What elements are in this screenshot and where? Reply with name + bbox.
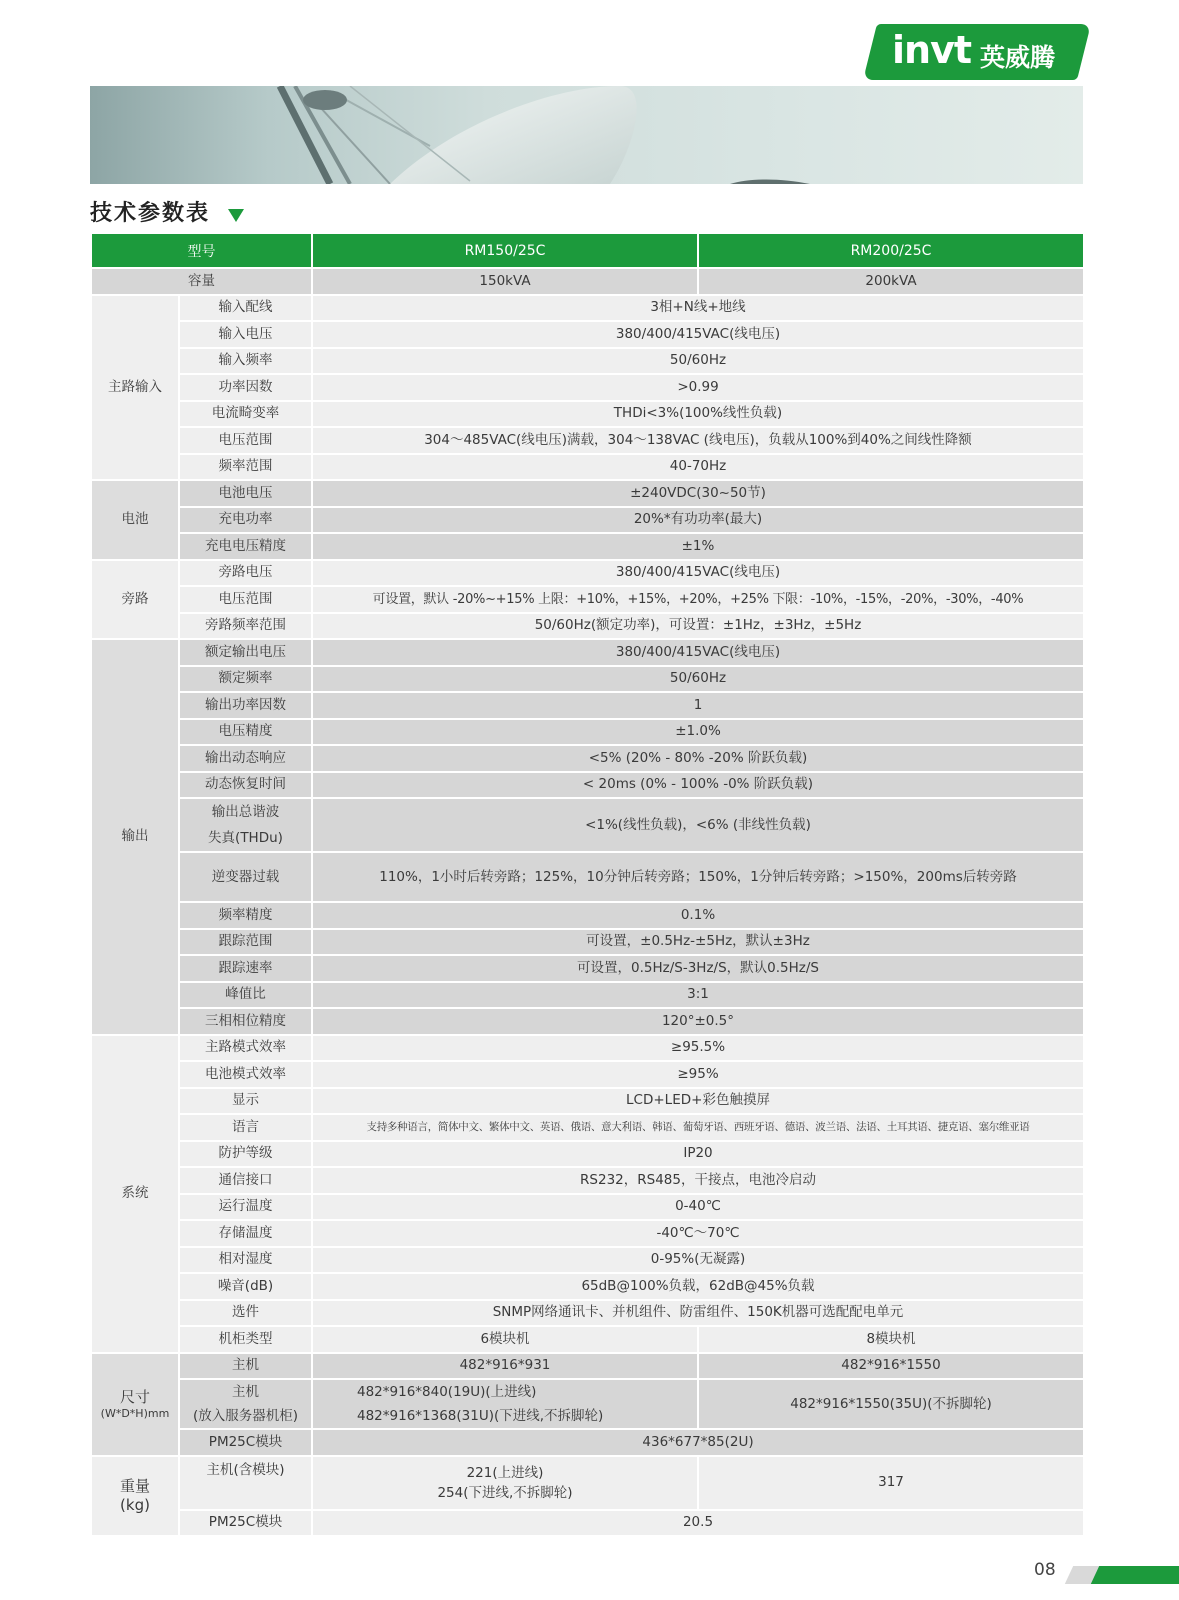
row-label: 旁路频率范围	[179, 613, 312, 640]
row-value: ±240VDC(30~50节)	[312, 480, 1084, 507]
capacity-a: 150kVA	[312, 268, 698, 295]
row-label: 电池模式效率	[179, 1061, 312, 1088]
row-value: IP20	[312, 1141, 1084, 1168]
row-label: PM25C模块	[179, 1429, 312, 1456]
table-row	[91, 1456, 1084, 1510]
row-value: -40℃～70℃	[312, 1220, 1084, 1247]
row-value: 支持多种语言，简体中文、繁体中文、英语、俄语、意大利语、韩语、葡萄牙语、西班牙语、德语、波兰语、法语、土耳其语、捷克语、塞尔维亚语	[312, 1114, 1084, 1141]
group-bypass: 旁路	[91, 560, 179, 640]
row-label: PM25C模块	[179, 1510, 312, 1537]
row-value: 40-70Hz	[312, 454, 1084, 481]
row-value: 50/60Hz	[312, 348, 1084, 375]
row-label: 跟踪速率	[179, 955, 312, 982]
group-weight-label: 重量	[119, 1476, 150, 1495]
table-row	[91, 902, 1084, 929]
table-row	[91, 1510, 1084, 1537]
table-row	[91, 745, 1084, 772]
table-row	[91, 1008, 1084, 1035]
weight-host-a-line1: 221(上进线)	[466, 1464, 544, 1481]
row-label: 主机(含模块)	[179, 1456, 312, 1510]
weight-host-b: 317	[698, 1456, 1084, 1510]
row-label: 机柜类型	[179, 1326, 312, 1353]
table-row	[91, 1141, 1084, 1168]
row-value: 65dB@100%负载，62dB@45%负载	[312, 1273, 1084, 1300]
row-value: >0.99	[312, 374, 1084, 401]
weight-host-a-line2: 254(下进线,不拆脚轮)	[437, 1484, 573, 1501]
row-label: 额定输出电压	[179, 639, 312, 666]
table-row	[91, 1273, 1084, 1300]
size-host-b: 482*916*1550	[698, 1353, 1084, 1380]
table-row	[91, 1429, 1084, 1456]
group-weight	[91, 1456, 179, 1537]
row-label: 噪音(dB)	[179, 1273, 312, 1300]
row-label: 电压范围	[179, 586, 312, 613]
row-label-line1: 输出总谐波	[211, 804, 280, 820]
row-label: 功率因数	[179, 374, 312, 401]
row-label: 电流畸变率	[179, 401, 312, 428]
group-output: 输出	[91, 639, 179, 1035]
size-server-a	[312, 1379, 698, 1429]
row-value: ±1%	[312, 533, 1084, 560]
table-row	[91, 401, 1084, 428]
row-label: 频率范围	[179, 454, 312, 481]
group-size	[91, 1353, 179, 1456]
row-value: 可设置，±0.5Hz-±5Hz，默认±3Hz	[312, 929, 1084, 956]
row-label: 输出功率因数	[179, 692, 312, 719]
table-header-row	[91, 233, 1084, 268]
cabinet-a: 6模块机	[312, 1326, 698, 1353]
row-value: 50/60Hz(额定功率)，可设置：±1Hz，±3Hz，±5Hz	[312, 613, 1084, 640]
row-value: 可设置，默认 -20%~+15% 上限：+10%，+15%，+20%，+25% 下限：-10%，-15%，-20%，-30%，-40%	[312, 586, 1084, 613]
row-value: 436*677*85(2U)	[312, 1429, 1084, 1456]
row-label: 动态恢复时间	[179, 772, 312, 799]
size-host-a: 482*916*931	[312, 1353, 698, 1380]
table-row	[91, 613, 1084, 640]
table-row	[91, 1194, 1084, 1221]
table-row	[91, 982, 1084, 1009]
row-label: 输入电压	[179, 321, 312, 348]
table-row	[91, 1114, 1084, 1141]
row-label: 主路模式效率	[179, 1035, 312, 1062]
group-battery: 电池	[91, 480, 179, 560]
row-value: ≥95.5%	[312, 1035, 1084, 1062]
banner-image	[90, 86, 1083, 184]
row-label	[179, 1379, 312, 1429]
row-label-line1: 主机	[232, 1384, 259, 1400]
row-label: 额定频率	[179, 666, 312, 693]
row-label: 电压范围	[179, 427, 312, 454]
row-label: 跟踪范围	[179, 929, 312, 956]
table-row	[91, 719, 1084, 746]
capacity-label: 容量	[91, 268, 312, 295]
row-value: ≥95%	[312, 1061, 1084, 1088]
table-row	[91, 507, 1084, 534]
row-label-line2: 失真(THDu)	[208, 830, 283, 846]
table-row	[91, 1167, 1084, 1194]
row-label: 逆变器过载	[179, 852, 312, 902]
row-label: 旁路电压	[179, 560, 312, 587]
table-row	[91, 1220, 1084, 1247]
row-label: 输入配线	[179, 295, 312, 322]
row-value: RS232，RS485，干接点，电池冷启动	[312, 1167, 1084, 1194]
table-row	[91, 268, 1084, 295]
row-value: 1	[312, 692, 1084, 719]
group-main-input: 主路输入	[91, 295, 179, 481]
row-label: 三相相位精度	[179, 1008, 312, 1035]
logo-wordmark: invt	[892, 28, 972, 72]
row-value: THDi<3%(100%线性负载)	[312, 401, 1084, 428]
table-row	[91, 852, 1084, 902]
row-value: 20.5	[312, 1510, 1084, 1537]
table-row	[91, 586, 1084, 613]
row-value: 380/400/415VAC(线电压)	[312, 321, 1084, 348]
header-model-a: RM150/25C	[312, 233, 698, 268]
table-row	[91, 1379, 1084, 1429]
capacity-b: 200kVA	[698, 268, 1084, 295]
logo-chinese-name: 英威腾	[980, 43, 1056, 72]
table-row	[91, 374, 1084, 401]
row-label: 通信接口	[179, 1167, 312, 1194]
row-value: 3相+N线+地线	[312, 295, 1084, 322]
table-row	[91, 560, 1084, 587]
row-label: 存储温度	[179, 1220, 312, 1247]
row-value: < 20ms (0% - 100% -0% 阶跃负载)	[312, 772, 1084, 799]
row-label: 电池电压	[179, 480, 312, 507]
row-label: 相对湿度	[179, 1247, 312, 1274]
row-value: 120°±0.5°	[312, 1008, 1084, 1035]
group-size-label: 尺寸	[119, 1387, 150, 1406]
row-label: 语言	[179, 1114, 312, 1141]
table-row	[91, 533, 1084, 560]
table-row	[91, 955, 1084, 982]
row-label: 选件	[179, 1300, 312, 1327]
table-row	[91, 1061, 1084, 1088]
table-row	[91, 666, 1084, 693]
table-row	[91, 295, 1084, 322]
invt-logo	[870, 24, 1084, 80]
group-weight-unit: (kg)	[120, 1495, 150, 1514]
row-value: 50/60Hz	[312, 666, 1084, 693]
row-value: 20%*有功功率(最大)	[312, 507, 1084, 534]
table-row	[91, 1353, 1084, 1380]
table-row	[91, 772, 1084, 799]
row-label: 充电功率	[179, 507, 312, 534]
row-label: 峰值比	[179, 982, 312, 1009]
table-row	[91, 929, 1084, 956]
row-value: LCD+LED+彩色触摸屏	[312, 1088, 1084, 1115]
row-value: 380/400/415VAC(线电压)	[312, 639, 1084, 666]
row-label: 运行温度	[179, 1194, 312, 1221]
row-label: 电压精度	[179, 719, 312, 746]
row-value: 0-95%(无凝露)	[312, 1247, 1084, 1274]
row-label: 输出动态响应	[179, 745, 312, 772]
row-label: 频率精度	[179, 902, 312, 929]
table-row	[91, 427, 1084, 454]
triangle-down-icon	[228, 209, 244, 222]
row-value: SNMP网络通讯卡、并机组件、防雷组件、150K机器可选配配电单元	[312, 1300, 1084, 1327]
row-label: 主机	[179, 1353, 312, 1380]
table-row	[91, 1326, 1084, 1353]
row-value: 可设置，0.5Hz/S-3Hz/S，默认0.5Hz/S	[312, 955, 1084, 982]
page-number: 08	[1034, 1560, 1056, 1580]
group-size-unit: (W*D*H)mm	[100, 1406, 170, 1420]
row-value: <1%(线性负载)，<6% (非线性负载)	[312, 798, 1084, 852]
row-label-line2: (放入服务器机柜)	[192, 1408, 299, 1424]
table-row	[91, 1088, 1084, 1115]
size-server-a-line1: 482*916*840(19U)(上进线)	[357, 1384, 537, 1400]
footer-decor-green	[1091, 1566, 1179, 1584]
size-server-a-line2: 482*916*1368(31U)(下进线,不拆脚轮)	[357, 1408, 604, 1424]
group-system: 系统	[91, 1035, 179, 1353]
row-label: 显示	[179, 1088, 312, 1115]
row-value: 0-40℃	[312, 1194, 1084, 1221]
row-value: ±1.0%	[312, 719, 1084, 746]
row-value: 3:1	[312, 982, 1084, 1009]
table-row	[91, 321, 1084, 348]
row-label	[179, 798, 312, 852]
row-label: 充电电压精度	[179, 533, 312, 560]
table-row	[91, 692, 1084, 719]
table-row	[91, 1035, 1084, 1062]
section-title: 技术参数表	[90, 201, 211, 226]
row-label: 防护等级	[179, 1141, 312, 1168]
row-value: 304～485VAC(线电压)满载，304～138VAC (线电压)，负载从100%到40%之间线性降额	[312, 427, 1084, 454]
row-value: 380/400/415VAC(线电压)	[312, 560, 1084, 587]
size-server-b: 482*916*1550(35U)(不拆脚轮)	[698, 1379, 1084, 1429]
spec-table	[90, 232, 1085, 1537]
cabinet-b: 8模块机	[698, 1326, 1084, 1353]
row-value: <5% (20% - 80% -20% 阶跃负载)	[312, 745, 1084, 772]
weight-host-a	[312, 1456, 698, 1510]
satellite-dish-illustration	[90, 86, 1083, 184]
row-value: 110%，1小时后转旁路；125%，10分钟后转旁路；150%，1分钟后转旁路；>150%，200ms后转旁路	[312, 852, 1084, 902]
table-row	[91, 639, 1084, 666]
table-row	[91, 1247, 1084, 1274]
table-row	[91, 348, 1084, 375]
row-label: 输入频率	[179, 348, 312, 375]
row-value: 0.1%	[312, 902, 1084, 929]
header-model-label: 型号	[91, 233, 312, 268]
table-row	[91, 480, 1084, 507]
table-row	[91, 454, 1084, 481]
table-row	[91, 798, 1084, 852]
header-model-b: RM200/25C	[698, 233, 1084, 268]
table-row	[91, 1300, 1084, 1327]
